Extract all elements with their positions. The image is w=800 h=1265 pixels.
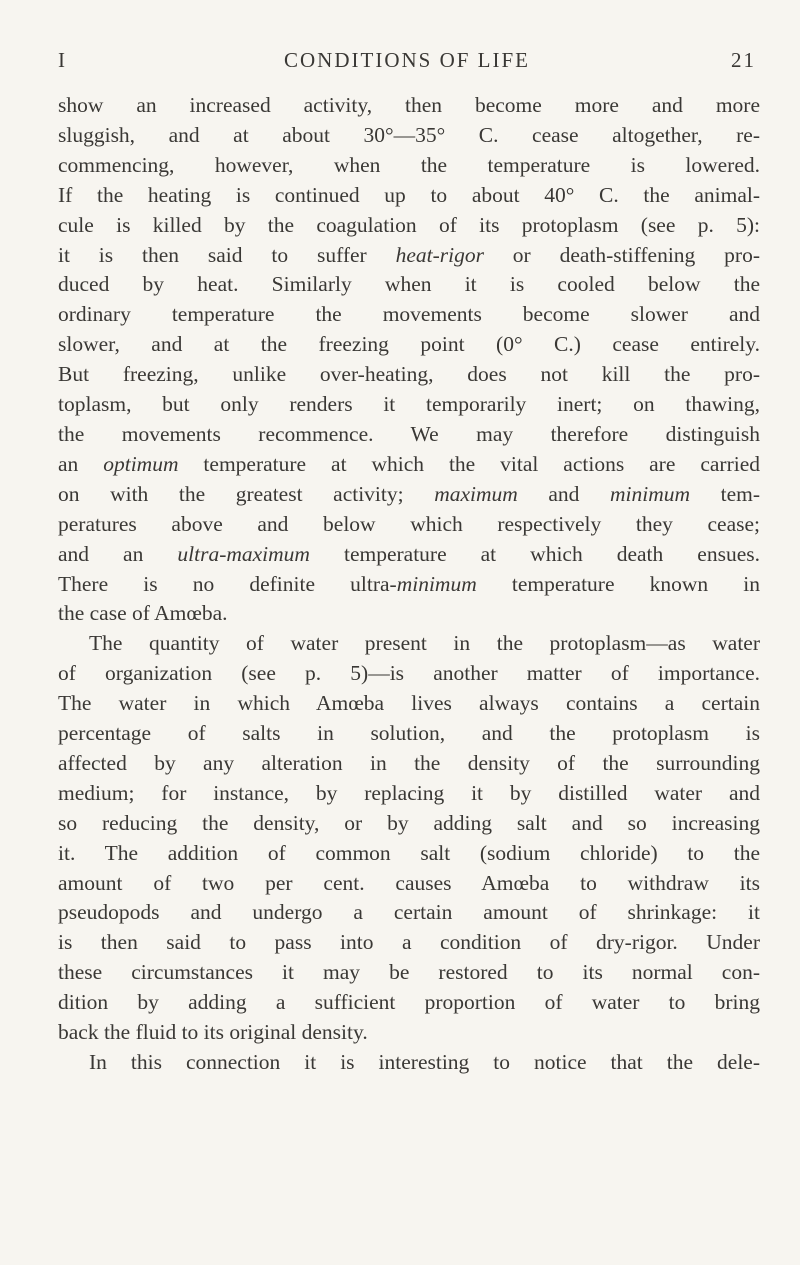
text-line: it is then said to suffer heat-rigor or death-stiffening pro- xyxy=(58,242,760,267)
running-header xyxy=(58,48,756,78)
text-line: sluggish, and at about 30°—35° C. cease altogether, re- xyxy=(58,122,760,147)
text-line: But freezing, unlike over-heating, does not kill the pro- xyxy=(58,362,760,387)
page-number: 21 xyxy=(731,48,756,72)
text-line: slower, and at the freezing point (0° C.) cease entirely. xyxy=(58,332,760,357)
text-line: the case of Amœba. xyxy=(58,601,228,626)
text-line: duced by heat. Similarly when it is cooled below the xyxy=(58,272,760,297)
text-line: pseudopods and undergo a certain amount of shrinkage: it xyxy=(58,900,760,925)
text-line: amount of two per cent. causes Amœba to withdraw its xyxy=(58,870,760,895)
text-line: these circumstances it may be restored to its normal con- xyxy=(58,960,760,985)
text-line: is then said to pass into a condition of dry-rigor. Under xyxy=(58,930,760,955)
paragraph xyxy=(58,1048,760,1078)
text-line: The water in which Amœba lives always contains a certain xyxy=(58,691,760,716)
paragraph xyxy=(58,91,760,629)
text-line: dition by adding a sufficient proportion of water to bring xyxy=(58,990,760,1015)
text-line: of organization (see p. 5)—is another matter of importance. xyxy=(58,661,760,686)
text-line: so reducing the density, or by adding salt and so increasing xyxy=(58,810,760,835)
text-line: percentage of salts in solution, and the protoplasm is xyxy=(58,721,760,746)
body-text xyxy=(58,91,760,1078)
paragraph xyxy=(58,629,760,1048)
text-line: an optimum temperature at which the vital actions are carried xyxy=(58,451,760,476)
text-line: commencing, however, when the temperature is lowered. xyxy=(58,152,760,177)
text-line: ordinary temperature the movements become slower and xyxy=(58,302,760,327)
text-line: back the fluid to its original density. xyxy=(58,1020,368,1045)
text-line: If the heating is continued up to about 40° C. the animal- xyxy=(58,182,760,207)
text-line: peratures above and below which respectively they cease; xyxy=(58,511,760,536)
text-line: cule is killed by the coagulation of its protoplasm (see p. 5): xyxy=(58,212,760,237)
text-line: it. The addition of common salt (sodium chloride) to the xyxy=(58,840,760,865)
chapter-number: I xyxy=(58,48,67,72)
text-line: toplasm, but only renders it temporarily inert; on thawing, xyxy=(58,392,760,417)
text-line: In this connection it is interesting to notice that the dele- xyxy=(89,1050,760,1074)
text-line: show an increased activity, then become more and more xyxy=(58,93,760,117)
text-line: affected by any alteration in the density of the surrounding xyxy=(58,750,760,775)
text-line: medium; for instance, by replacing it by distilled water and xyxy=(58,780,760,805)
text-line: and an ultra-maximum temperature at which death ensues. xyxy=(58,541,760,566)
running-title: CONDITIONS OF LIFE xyxy=(284,48,530,72)
text-line: the movements recommence. We may therefore distinguish xyxy=(58,421,760,446)
text-line: There is no definite ultra-minimum temperature known in xyxy=(58,571,760,596)
text-line: on with the greatest activity; maximum and minimum tem- xyxy=(58,481,761,506)
text-line: The quantity of water present in the protoplasm—as water xyxy=(89,631,760,656)
